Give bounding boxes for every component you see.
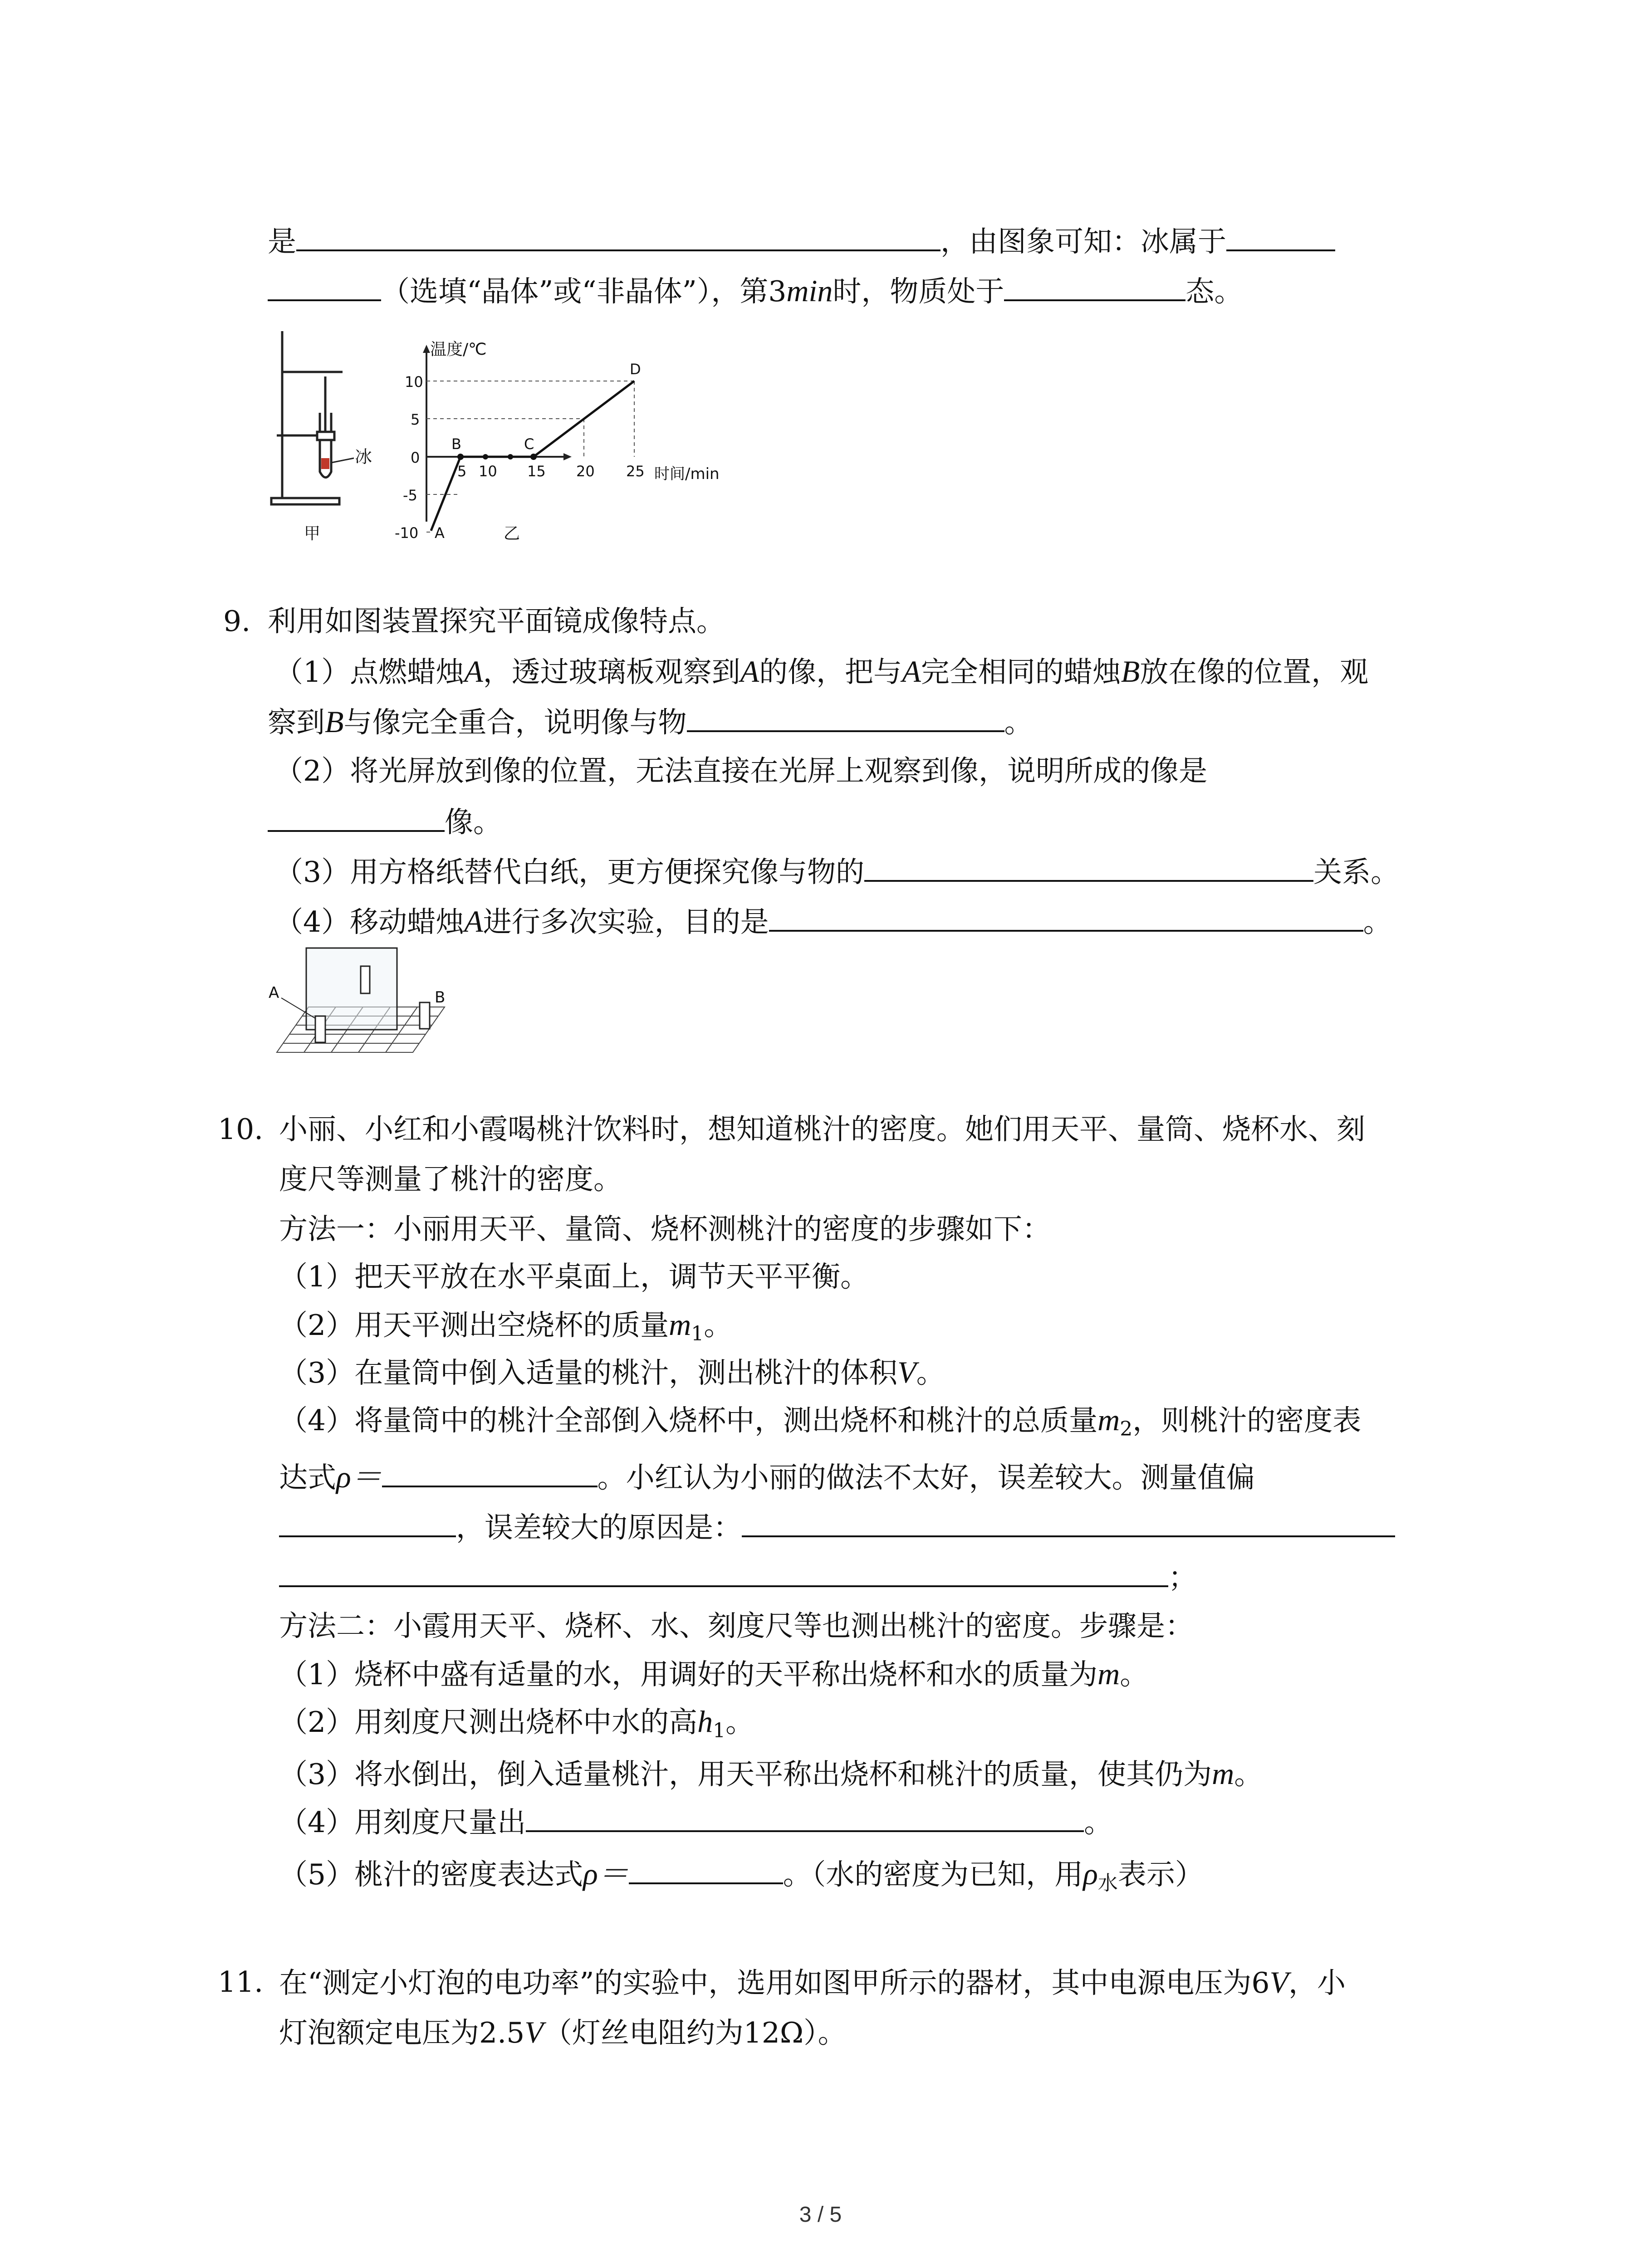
q9-text: （3）用方格纸替代白纸，更方便探究像与物的 [274, 855, 865, 889]
q10-text: 。（水的密度为已知，用 [783, 1858, 1083, 1891]
q9-text: 像。 [445, 806, 502, 839]
caption-left: 甲 [304, 524, 321, 543]
unit-v: V [1269, 1965, 1289, 1999]
q10-m2-step-2 [279, 1703, 754, 1740]
answer-blank[interactable] [279, 1558, 1168, 1587]
q11-text: 在“测定小灯泡的电功率”的实验中，选用如图甲所示的器材，其中电源电压为6 [279, 1966, 1270, 1999]
y-tick: -5 [403, 487, 417, 504]
q10-m1-step-6 [279, 1508, 1395, 1545]
answer-blank[interactable] [526, 1803, 1084, 1832]
x-tick: 25 [626, 463, 645, 480]
q9-text: ，透过玻璃板观察到 [483, 655, 740, 689]
q9-text: 进行多次实验，目的是 [483, 905, 769, 938]
q9-text: 完全相同的蜡烛 [921, 655, 1121, 689]
q10-text: （5）桃汁的密度表达式 [279, 1858, 583, 1891]
y-axis-label: 温度/℃ [430, 340, 487, 359]
q10-text: ，则桃汁的密度表 [1132, 1404, 1362, 1437]
q10-m2-step-3 [279, 1755, 1263, 1792]
q8-text: ，由图象可知：冰属于 [941, 225, 1226, 258]
var-a: A [902, 654, 921, 689]
q10-text: 。 [916, 1356, 945, 1389]
q10-text: 。 [1084, 1806, 1113, 1839]
q9-part-1-line-1 [274, 653, 1368, 689]
ice-label: 冰 [355, 447, 372, 467]
var-b: B [1121, 654, 1140, 689]
x-tick: 15 [527, 463, 546, 480]
q10-text: 。 [1234, 1758, 1263, 1791]
unit-v: V [524, 2015, 544, 2049]
q8-line-1 [268, 222, 1335, 259]
q8-text: 态。 [1185, 275, 1243, 308]
answer-blank[interactable] [769, 903, 1363, 932]
q9-text: 。 [1004, 706, 1033, 739]
answer-blank[interactable] [1004, 272, 1185, 301]
answer-blank[interactable] [864, 853, 1313, 882]
q11-line-2 [279, 2014, 847, 2050]
q10-m1-step-1 [279, 1259, 869, 1295]
q9-part-4 [274, 903, 1392, 939]
q10-text: （2）用刻度尺测出烧杯中水的高 [279, 1706, 698, 1739]
q10-text: 达式 [279, 1461, 336, 1494]
q9-text: 察到 [268, 706, 325, 739]
answer-blank[interactable] [296, 222, 941, 251]
answer-blank[interactable] [382, 1458, 598, 1487]
q10-text: （2）用天平测出空烧杯的质量 [279, 1309, 669, 1342]
q9-part-2-line-2 [268, 803, 502, 839]
var-a: A [464, 904, 483, 938]
subscript-water: 水 [1097, 1872, 1118, 1895]
q10-text: 。小红认为小丽的做法不太好，误差较大。测量值偏 [597, 1461, 1255, 1494]
point-label-d: D [630, 361, 641, 378]
q10-text: （1）把天平放在水平桌面上，调节天平平衡。 [279, 1260, 869, 1293]
iron-stand-icon [271, 331, 354, 504]
q9-stem [268, 603, 725, 640]
question-number: 11. [218, 1965, 264, 1999]
q9-text: （2）将光屏放到像的位置，无法直接在光屏上观察到像，说明所成的像是 [274, 754, 1208, 787]
rho-symbol: ρ [1083, 1857, 1098, 1891]
answer-blank[interactable] [629, 1855, 783, 1884]
x-tick: 10 [479, 463, 497, 480]
q10-text: （3）将水倒出，倒入适量桃汁，用天平称出烧杯和桃汁的质量，使其仍为 [279, 1758, 1212, 1791]
var-m: m [1097, 1657, 1120, 1691]
label-b: B [435, 988, 446, 1007]
x-axis-label: 时间/min [654, 465, 720, 483]
rho-equals: ρ＝ [336, 1460, 382, 1494]
q9-text: 放在像的位置，观 [1140, 655, 1369, 689]
answer-blank[interactable] [687, 703, 1004, 732]
q9-figure [263, 939, 481, 1066]
q10-text: ； [1168, 1561, 1197, 1594]
q11-text: （灯丝电阻约为12Ω）。 [543, 2016, 847, 2049]
q9-text: 。 [1363, 905, 1392, 938]
q8-text: （选填“晶体”或“非晶体”），第3 [381, 275, 787, 308]
q10-text: 。 [1120, 1658, 1149, 1691]
q8-text: 是 [268, 225, 296, 258]
q10-method-1-title [279, 1211, 1051, 1247]
q9-part-3 [274, 853, 1399, 889]
var-m: m [1097, 1403, 1120, 1437]
q10-method-2-title [279, 1608, 1194, 1644]
q10-m2-step-5 [279, 1855, 1204, 1895]
question-number: 10. [218, 1113, 264, 1146]
q10-m1-step-2 [279, 1306, 732, 1343]
y-tick: 0 [411, 449, 420, 466]
point-label-b: B [451, 435, 461, 453]
q9-part-2-line-1 [274, 753, 1207, 789]
var-a: A [740, 654, 759, 689]
page-number: 3 / 5 [799, 2203, 842, 2227]
q8-text: 时，物质处于 [833, 275, 1004, 308]
point-label-a: A [435, 524, 445, 542]
q11-line-1 [279, 1964, 1346, 2000]
q11-text: ，小 [1288, 1966, 1346, 1999]
answer-blank[interactable] [268, 803, 445, 832]
q8-line-2 [268, 272, 1243, 308]
q10-m1-step-5 [279, 1458, 1255, 1495]
var-h: h [697, 1704, 713, 1739]
q9-text: 的像，把与 [759, 655, 902, 689]
var-m: m [669, 1307, 691, 1342]
q10-text: （4）用刻度尺量出 [279, 1806, 526, 1839]
q10-text: 。 [725, 1706, 754, 1739]
rho-equals: ρ＝ [583, 1857, 629, 1891]
q10-stem-1 [279, 1111, 1365, 1148]
q10-m1-step-7 [279, 1558, 1197, 1594]
subscript: 1 [713, 1719, 726, 1742]
var-m: m [1212, 1756, 1234, 1791]
q10-text: 方法一：小丽用天平、量筒、烧杯测桃汁的密度的步骤如下： [279, 1212, 1051, 1246]
question-number: 9. [223, 605, 251, 638]
x-tick: 5 [457, 463, 467, 480]
q9-text: （4）移动蜡烛 [274, 905, 465, 938]
q10-text: 。 [704, 1309, 733, 1342]
q10-text: 表示） [1117, 1858, 1204, 1891]
q9-text: （1）点燃蜡烛 [274, 655, 465, 689]
q10-text: （1）烧杯中盛有适量的水，用调好的天平称出烧杯和水的质量为 [279, 1658, 1098, 1691]
y-tick: 10 [405, 373, 423, 391]
q10-m2-step-1 [279, 1656, 1148, 1692]
label-a: A [269, 984, 279, 1002]
q10-m1-step-4 [279, 1402, 1362, 1441]
q10-text: （4）将量筒中的桃汁全部倒入烧杯中，测出烧杯和桃汁的总质量 [279, 1404, 1098, 1437]
x-tick: 20 [576, 463, 595, 480]
q10-text: （3）在量筒中倒入适量的桃汁，测出桃汁的体积 [279, 1356, 898, 1389]
subscript: 2 [1120, 1418, 1133, 1441]
caption-right: 乙 [504, 524, 520, 543]
answer-blank[interactable] [279, 1508, 456, 1537]
answer-blank[interactable] [742, 1508, 1395, 1537]
point-label-c: C [524, 435, 534, 453]
q10-m2-step-4 [279, 1803, 1112, 1839]
var-a: A [464, 654, 483, 689]
q9-part-1-line-2 [268, 703, 1033, 739]
q10-text: 小丽、小红和小霞喝桃汁饮料时，想知道桃汁的密度。她们用天平、量筒、烧杯水、刻 [279, 1113, 1365, 1146]
q10-text: 方法二：小霞用天平、烧杯、水、刻度尺等也测出桃汁的密度。步骤是： [279, 1609, 1194, 1642]
unit-min: min [786, 274, 833, 308]
var-v: V [897, 1355, 916, 1389]
q8-figure [259, 327, 767, 553]
q9-text: 关系。 [1313, 855, 1400, 889]
q10-m1-step-3 [279, 1354, 945, 1390]
q10-text: 度尺等测量了桃汁的密度。 [279, 1163, 622, 1196]
var-b: B [325, 704, 344, 739]
answer-blank[interactable] [1226, 222, 1335, 251]
answer-blank[interactable] [268, 272, 381, 301]
y-tick: 5 [411, 411, 420, 428]
y-tick: -10 [395, 524, 419, 542]
subscript: 1 [691, 1322, 704, 1345]
q9-text: 与像完全重合，说明像与物 [343, 706, 687, 739]
q10-text: ，误差较大的原因是： [456, 1511, 742, 1544]
q11-text: 灯泡额定电压为2.5 [279, 2016, 525, 2049]
q9-text: 利用如图装置探究平面镜成像特点。 [268, 605, 725, 638]
q10-stem-2 [279, 1161, 622, 1198]
